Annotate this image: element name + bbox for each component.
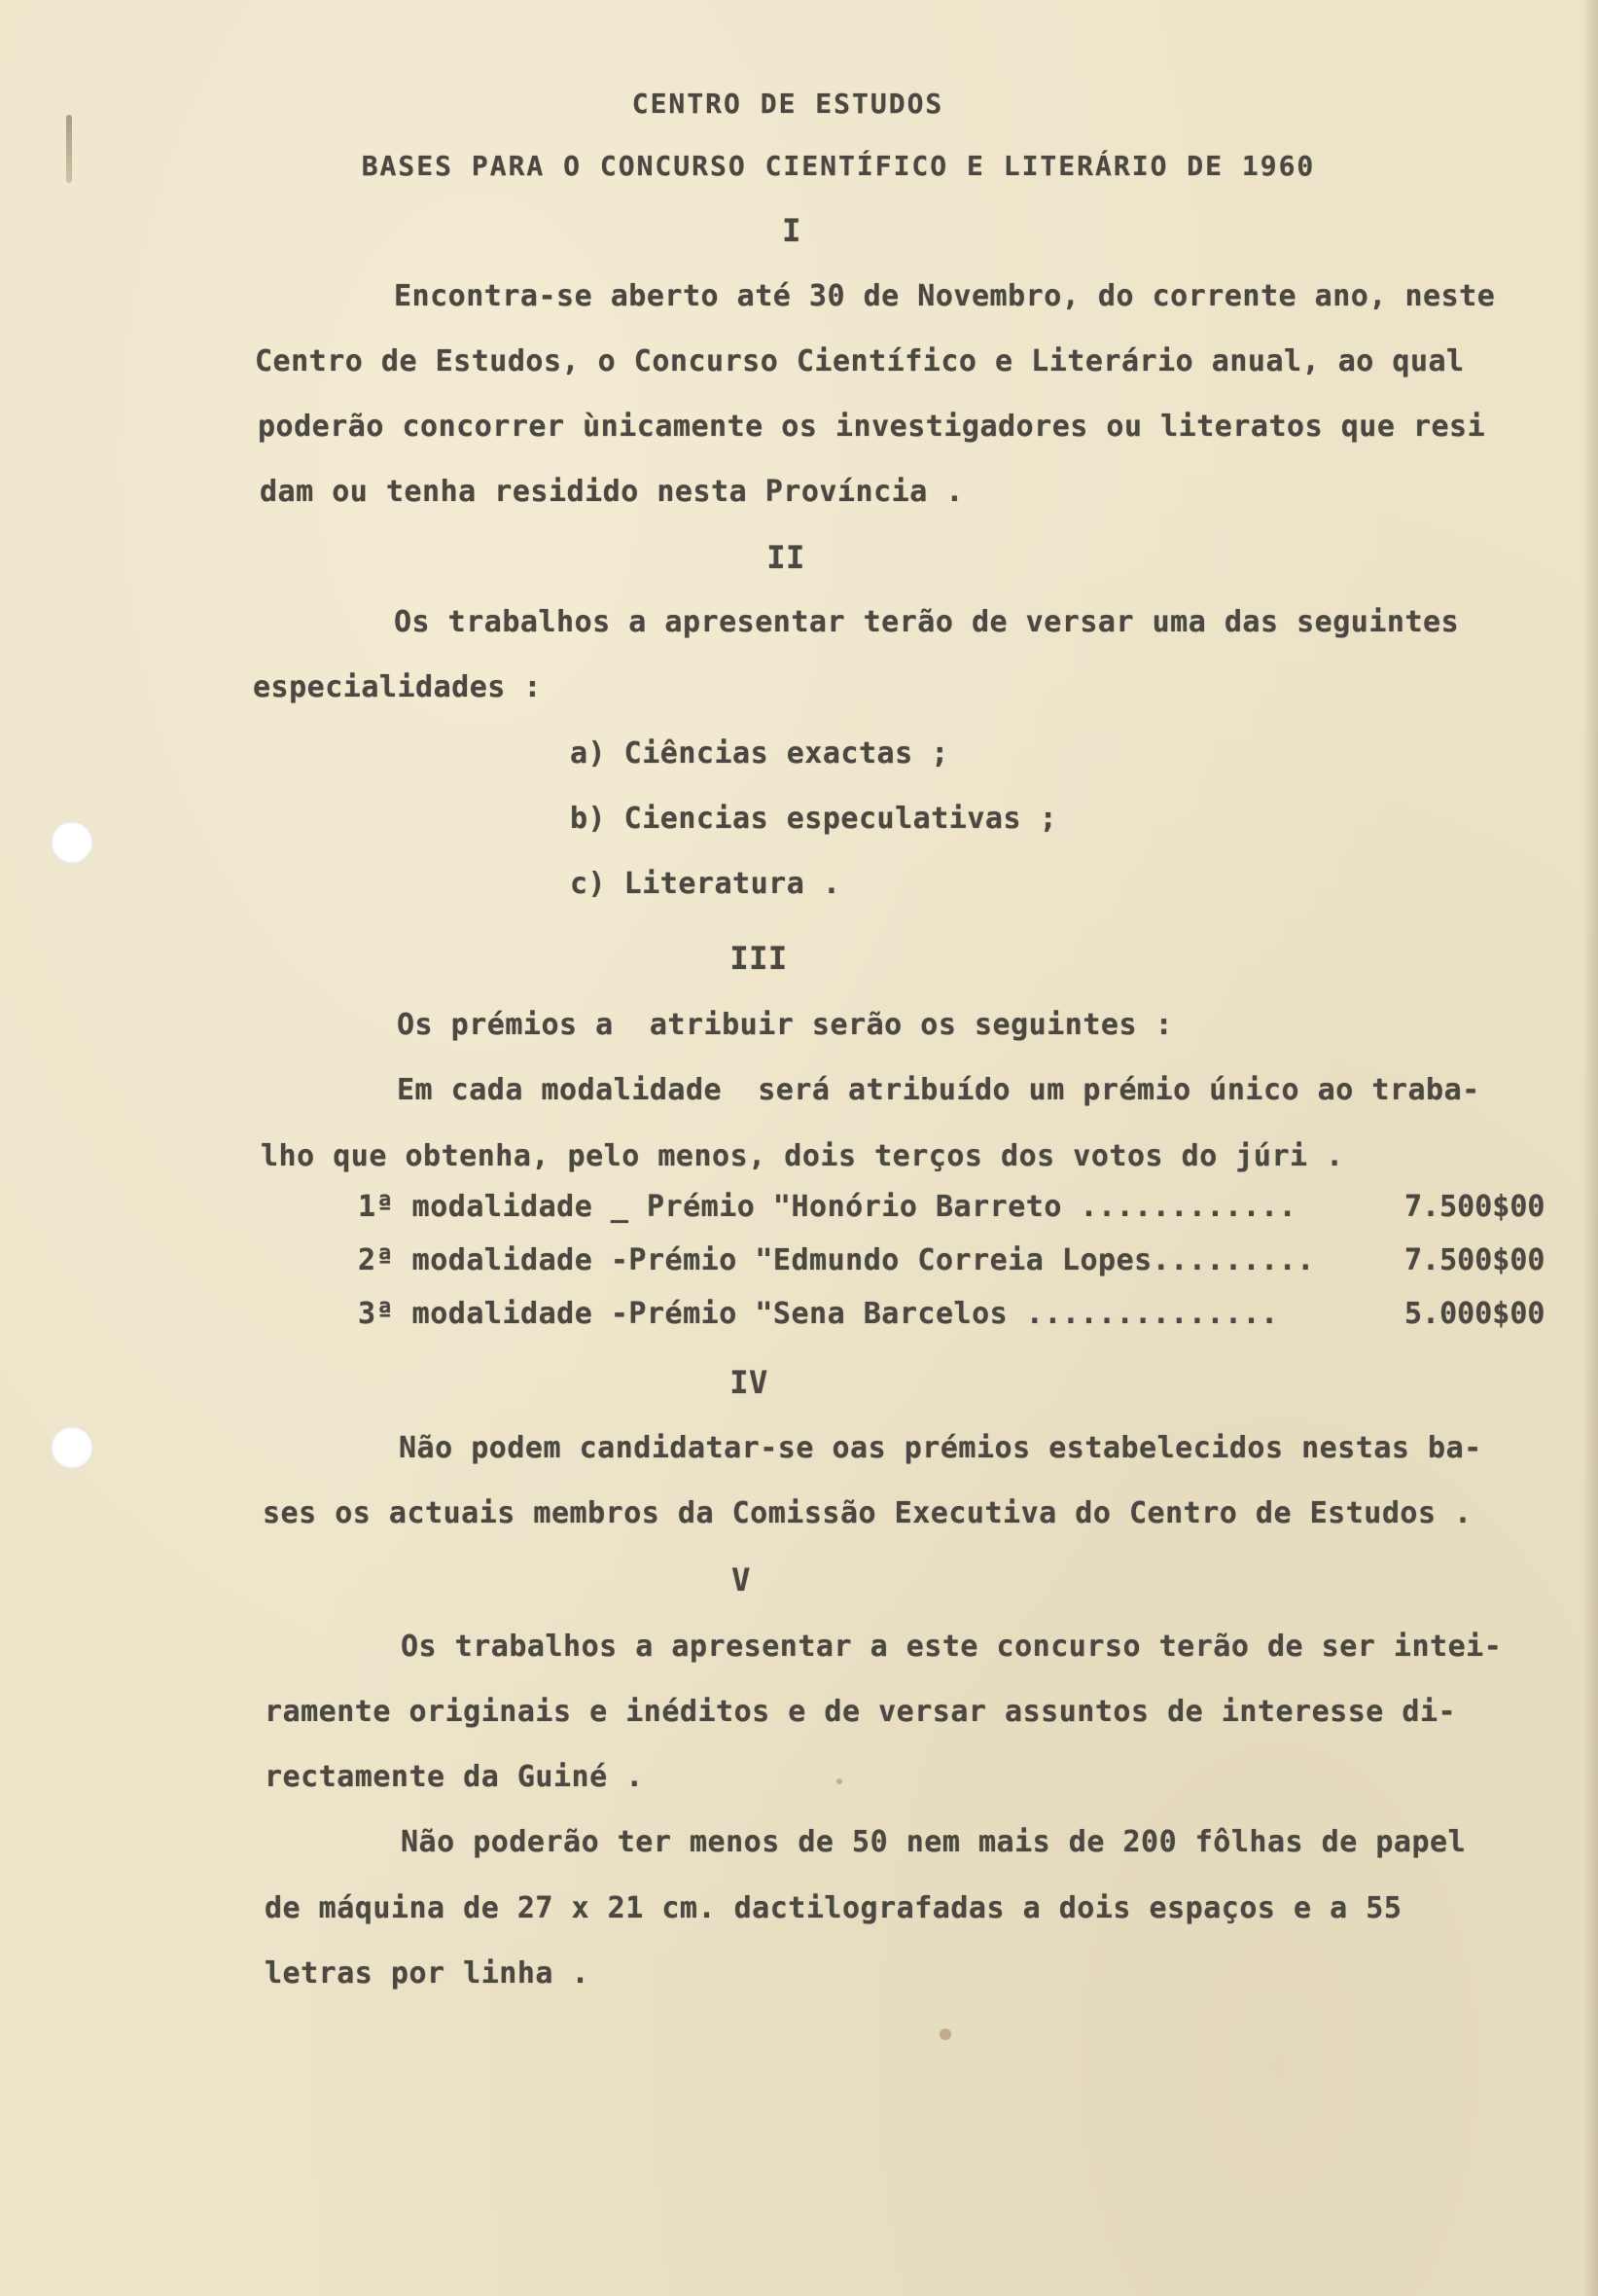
paragraph-line: ramente originais e inéditos e de versar assuntos de interesse di- bbox=[265, 1695, 1457, 1729]
list-item-c: c) Literatura . bbox=[570, 867, 841, 901]
paragraph-line: dam ou tenha residido nesta Província . bbox=[260, 475, 964, 509]
paragraph-line: de máquina de 27 x 21 cm. dactilografadas a dois espaços e a 55 bbox=[265, 1891, 1403, 1925]
paragraph-line: Os trabalhos a apresentar a este concurso terão de ser intei- bbox=[401, 1630, 1503, 1664]
paragraph-line: poderão concorrer ùnicamente os investigadores ou literatos que resi bbox=[258, 410, 1486, 444]
paragraph-line: Centro de Estudos, o Concurso Científico e Literário anual, ao qual bbox=[255, 344, 1465, 378]
prize-row-label: 1ª modalidade _ Prémio "Honório Barreto ............ bbox=[358, 1190, 1297, 1224]
paragraph-line: ses os actuais membros da Comissão Executiva do Centro de Estudos . bbox=[263, 1496, 1473, 1530]
document-header: CENTRO DE ESTUDOS bbox=[631, 88, 944, 120]
page-edge-shadow bbox=[1582, 0, 1598, 2296]
prize-row-value: 7.500$00 bbox=[1404, 1243, 1545, 1277]
paragraph-line: Não poderão ter menos de 50 nem mais de 200 fôlhas de papel bbox=[401, 1825, 1467, 1859]
prize-row-value: 5.000$00 bbox=[1404, 1297, 1545, 1331]
punch-hole-top bbox=[51, 821, 93, 864]
paragraph-line: Encontra-se aberto até 30 de Novembro, do corrente ano, neste bbox=[394, 279, 1496, 313]
paragraph-line: letras por linha . bbox=[265, 1956, 590, 1991]
section-numeral-i: I bbox=[782, 212, 801, 249]
prize-row-label: 3ª modalidade -Prémio "Sena Barcelos .............. bbox=[358, 1297, 1279, 1331]
paragraph-line: Em cada modalidade será atribuído um prémio único ao traba- bbox=[397, 1073, 1480, 1107]
list-item-a: a) Ciências exactas ; bbox=[570, 736, 949, 771]
paper-speck bbox=[940, 2028, 951, 2040]
staple-mark bbox=[66, 115, 72, 183]
paragraph-line: especialidades : bbox=[253, 670, 542, 704]
paper-speck bbox=[836, 1778, 842, 1784]
paragraph-line: Os prémios a atribuir serão os seguintes : bbox=[397, 1008, 1174, 1042]
paragraph-line: rectamente da Guiné . bbox=[265, 1760, 644, 1794]
list-item-b: b) Ciencias especulativas ; bbox=[570, 802, 1058, 836]
section-numeral-ii: II bbox=[766, 539, 805, 576]
paragraph-line: Não podem candidatar-se oas prémios estabelecidos nestas ba- bbox=[399, 1431, 1482, 1465]
section-numeral-iii: III bbox=[729, 940, 788, 977]
paragraph-line: Os trabalhos a apresentar terão de versar uma das seguintes bbox=[394, 605, 1460, 639]
prize-row-label: 2ª modalidade -Prémio "Edmundo Correia Lopes......... bbox=[358, 1243, 1315, 1277]
paragraph-line: lho que obtenha, pelo menos, dois terços dos votos do júri . bbox=[261, 1139, 1344, 1173]
punch-hole-bottom bbox=[51, 1426, 93, 1469]
section-numeral-iv: IV bbox=[729, 1364, 768, 1401]
document-title: BASES PARA O CONCURSO CIENTÍFICO E LITERÁRIO DE 1960 bbox=[361, 150, 1316, 182]
section-numeral-v: V bbox=[731, 1561, 751, 1598]
prize-row-value: 7.500$00 bbox=[1404, 1190, 1545, 1224]
